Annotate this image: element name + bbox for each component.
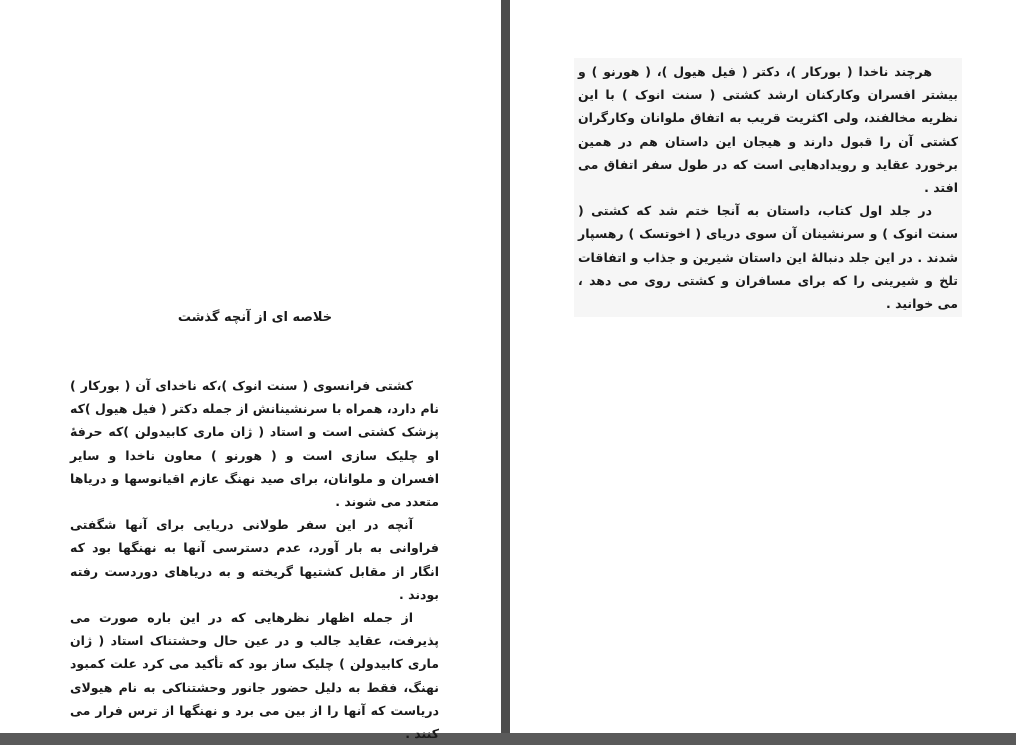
left-paragraph: آنچه در این سفر طولانی دریایی برای آنها شگفتی فراوانی به بار آورد، عدم دسترسی آنها به نهنگها بود که انگار از مقابل کشتیها گریخته و به دریاهای دوردست رفته بودند . [70, 517, 439, 602]
right-paragraph: در جلد اول کتاب، داستان به آنجا ختم شد که کشتی ( سنت انوک ) و سرنشینان آن سوی دریای ( اخوتسک ) رهسپار شدند . در این جلد دنبالهٔ این داستان شیرین و جذاب و اتفاقات تلخ و شیرینی را که برای مسافران و کشتی روی می دهد ، می خوانید . [578, 203, 958, 312]
summary-heading: خلاصه ای از آنچه گذشت [177, 310, 333, 325]
left-paragraph: از جمله اظهار نظرهایی که در این باره صورت می پذیرفت، عقاید جالب و در عین حال وحشتناک استاد ( ژان ماری کابیدولن ) چلیک ساز بود که تأکید می کرد علت کمبود نهنگ، فقط به دلیل حضور جانور وحشتناکی به نام هیولای دریاست که آنها را از بین می برد و نهنگها از ترس فرار می کنند . [70, 610, 439, 742]
left-paragraph: کشتی فرانسوی ( سنت انوک )،که ناخدای آن ( بورکار ) نام دارد، همراه با سرنشینانش از جمله دکتر ( فیل هیول )که پزشک کشتی است و استاد ( ژان ماری کابیدولن )که حرفهٔ او چلیک سازی است و ( هورنو ) معاون ناخدا و سایر افسران و ملوانان، برای صید نهنگ عازم اقیانوسها و دریاها متعدد می شوند . [70, 378, 439, 510]
right-page-text [574, 58, 962, 317]
right-paragraph: هرچند ناخدا ( بورکار )، دکتر ( فیل هیول )، ( هورنو ) و بیشتر افسران وکارکنان ارشد کشتی ( سنت انوک ) با این نظریه مخالفند، ولی اکثریت قریب به اتفاق ملوانان وکارگران کشتی آن را قبول دارند و هیجان این داستان هم در همین برخورد عقاید و رویدادهایی است که در طول سفر اتفاق می افتد . [578, 64, 958, 196]
right-page [510, 0, 1016, 733]
left-page-text [70, 374, 439, 745]
left-page [0, 0, 501, 742]
